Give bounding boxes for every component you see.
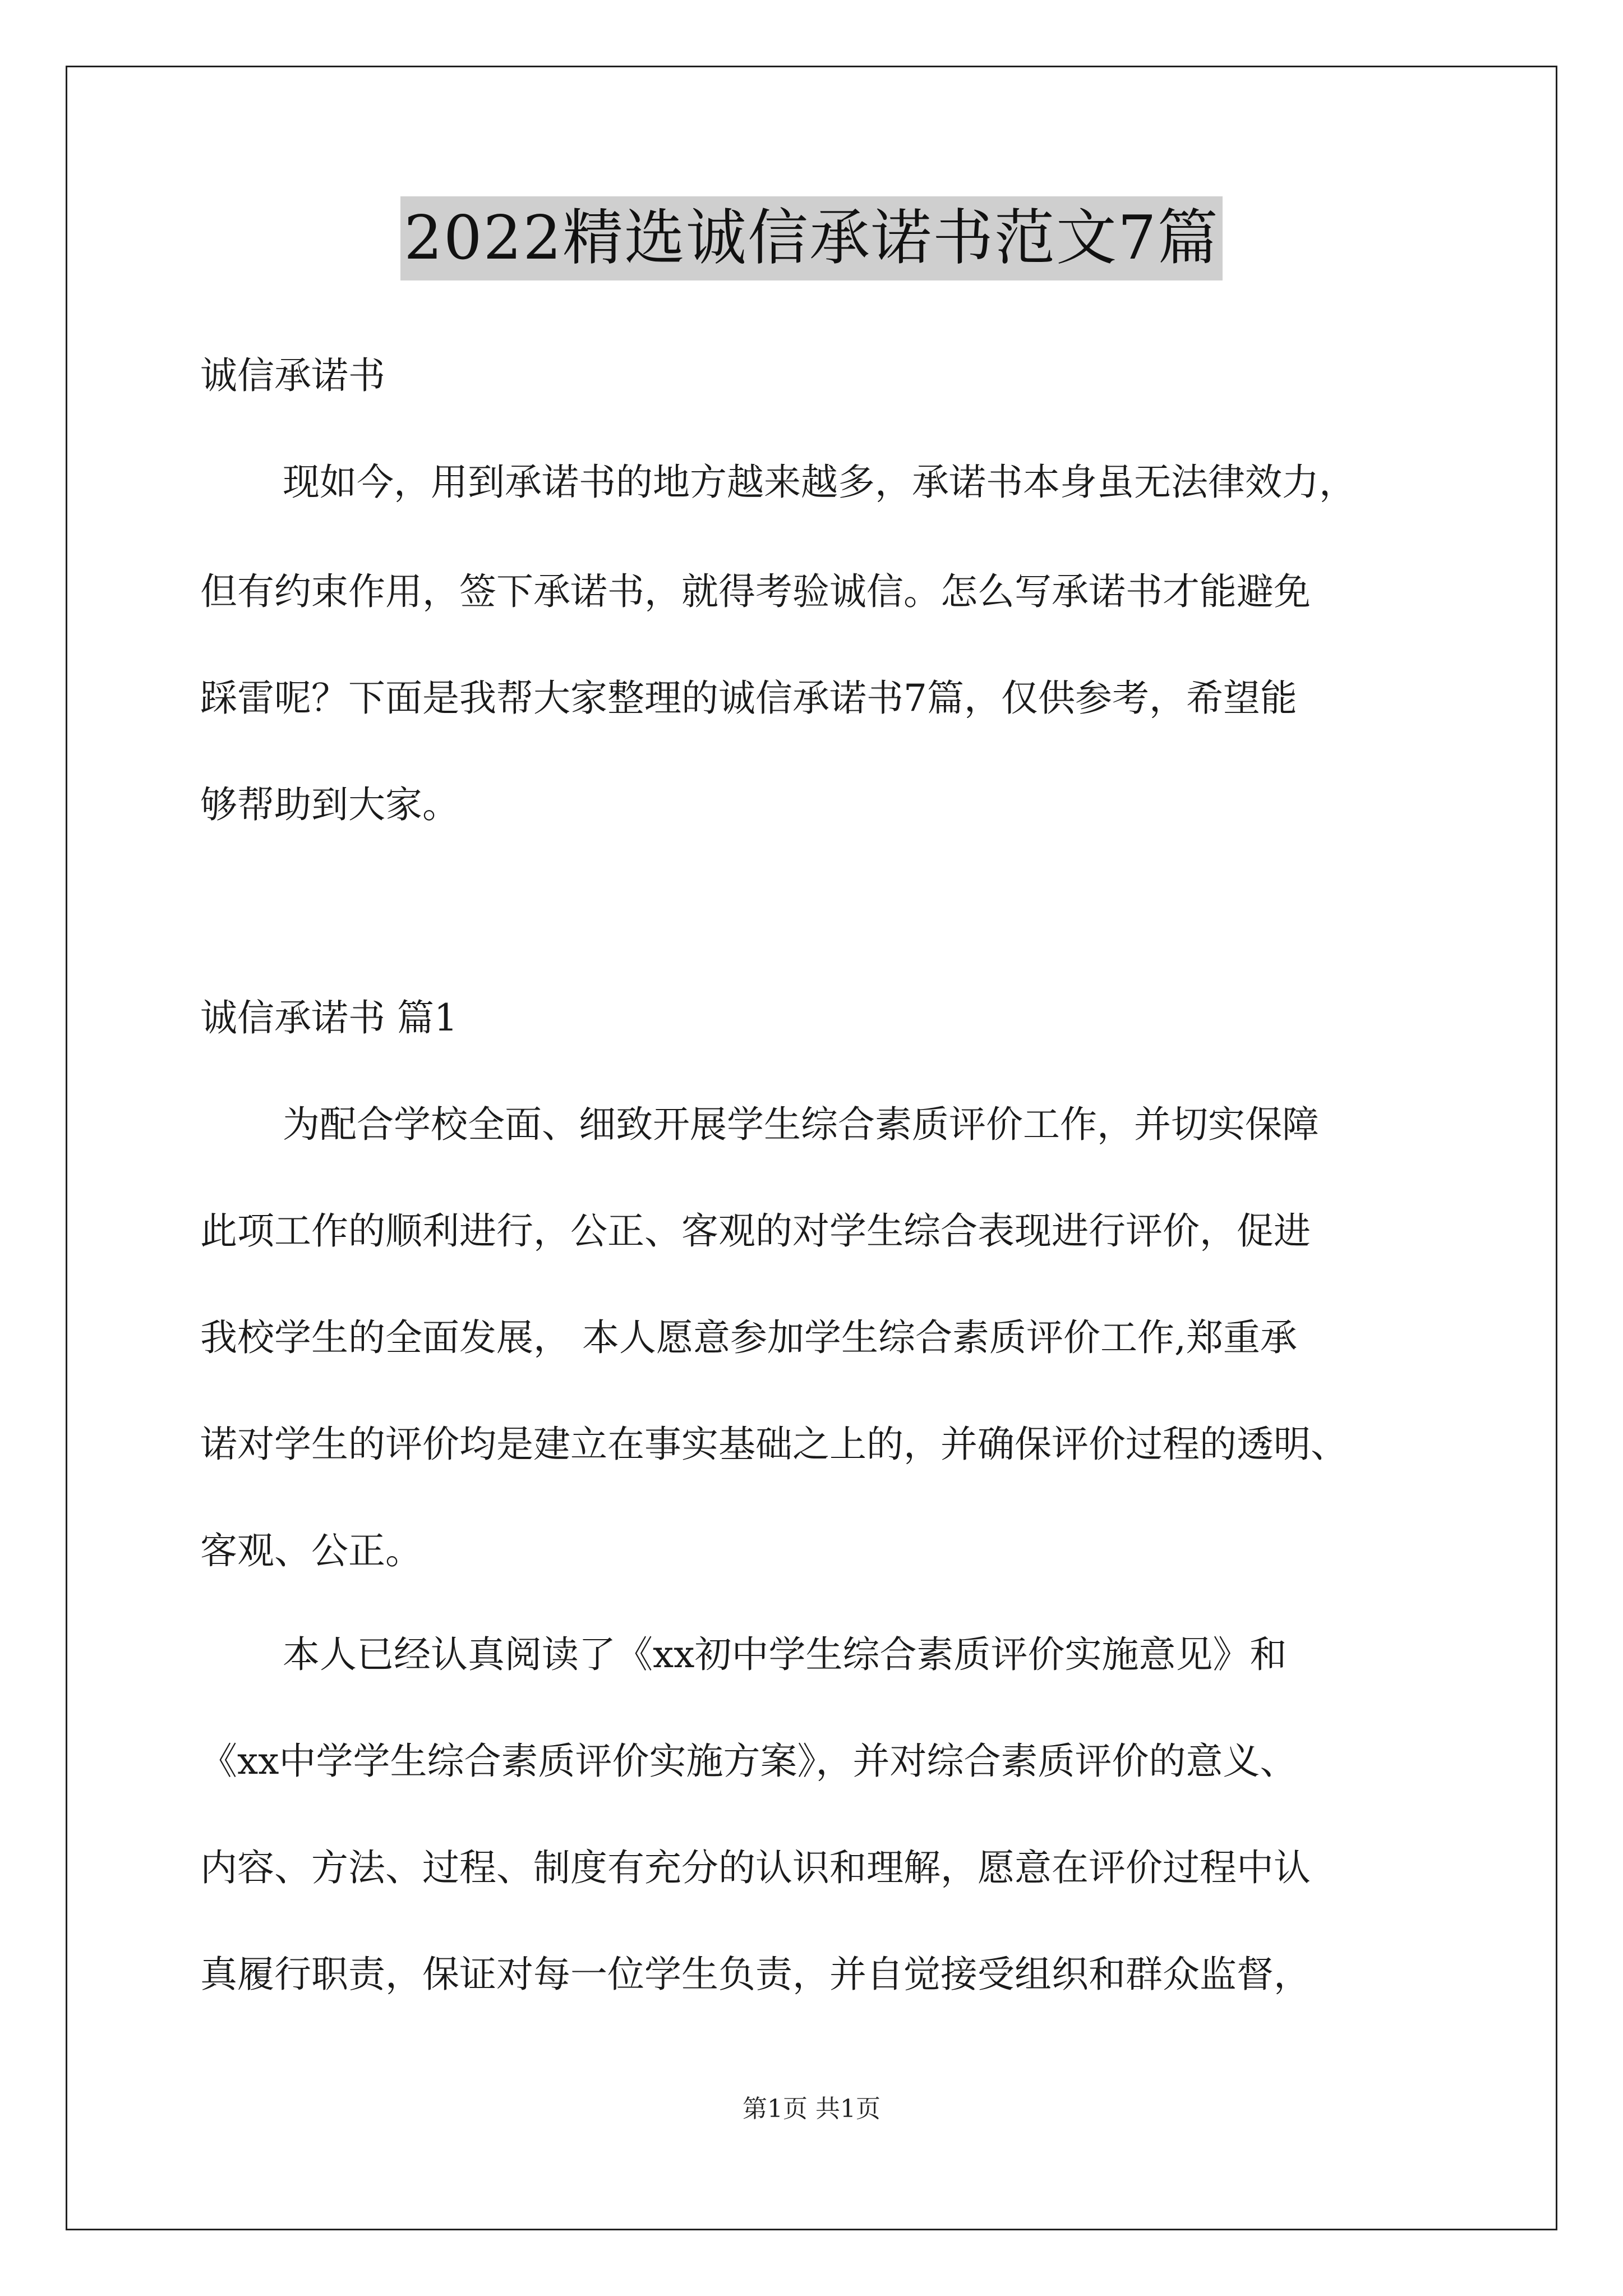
article-heading: 诚信承诺书 篇1 [200,996,458,1039]
paragraph-line: 我校学生的全面发展， 本人愿意参加学生综合素质评价工作,郑重承 [200,1316,1297,1359]
page-footer: 第1页 共1页 [743,2095,880,2123]
document-title: 2022精选诚信承诺书范文7篇 [400,196,1223,280]
section-heading: 诚信承诺书 [200,354,385,397]
paragraph-line: 为配合学校全面、细致开展学生综合素质评价工作，并切实保障 [283,1103,1319,1146]
paragraph-line: 诺对学生的评价均是建立在事实基础之上的，并确保评价过程的透明、 [200,1423,1348,1466]
title-container [0,196,1623,280]
paragraph-line: 《xx中学学生综合素质评价实施方案》，并对综合素质评价的意义、 [200,1740,1297,1783]
paragraph-line: 本人已经认真阅读了《xx初中学生综合素质评价实施意见》和 [283,1633,1287,1676]
intro-line: 踩雷呢？下面是我帮大家整理的诚信承诺书7篇，仅供参考，希望能 [200,677,1297,720]
intro-line: 够帮助到大家。 [200,783,459,826]
paragraph-line: 真履行职责，保证对每一位学生负责，并自觉接受组织和群众监督， [200,1953,1311,1996]
paragraph-line: 客观、公正。 [200,1529,422,1572]
intro-line: 现如今，用到承诺书的地方越来越多，承诺书本身虽无法律效力， [283,461,1356,504]
intro-line: 但有约束作用，签下承诺书，就得考验诚信。怎么写承诺书才能避免 [200,570,1311,613]
paragraph-line: 此项工作的顺利进行，公正、客观的对学生综合表现进行评价，促进 [200,1209,1311,1253]
paragraph-line: 内容、方法、过程、制度有充分的认识和理解，愿意在评价过程中认 [200,1846,1311,1889]
